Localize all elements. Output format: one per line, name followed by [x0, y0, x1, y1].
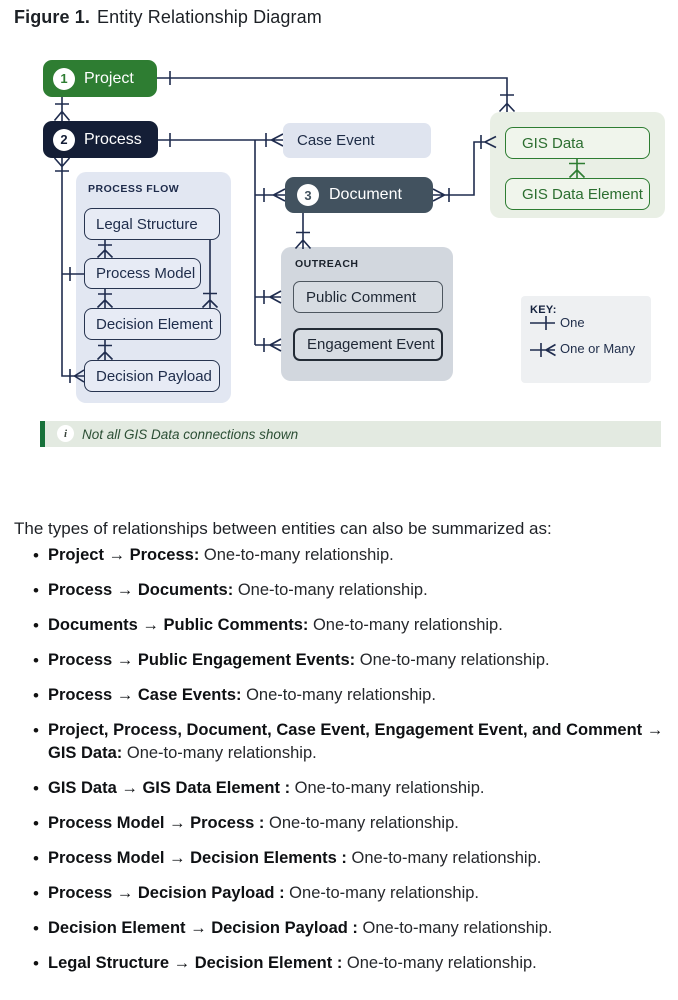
note-text: Not all GIS Data connections shown [82, 427, 299, 442]
summary-item: • Legal Structure → Decision Element : One-to-many relationship. [14, 952, 664, 975]
summary-item: • Documents → Public Comments: One-to-many relationship. [14, 614, 664, 637]
node-process-model: Process Model [84, 258, 201, 289]
node-engagement-event: Engagement Event [293, 328, 443, 361]
legend-key-title: KEY: [530, 304, 557, 316]
gis-data-label: GIS Data [522, 134, 584, 152]
summary-item: • Decision Element → Decision Payload : One-to-many relationship. [14, 917, 664, 940]
figure-label: Figure 1. [14, 7, 90, 27]
project-label: Project [84, 69, 134, 87]
summary-item: • GIS Data → GIS Data Element : One-to-many relationship. [14, 777, 664, 800]
connector-document-outreach [296, 213, 311, 249]
legend-one-or-many-label: One or Many [560, 341, 636, 356]
figure-title-text: Entity Relationship Diagram [97, 7, 322, 27]
document-number-badge: 3 [297, 184, 319, 206]
node-gis-data [505, 127, 650, 159]
summary-item: • Process → Case Events: One-to-many relationship. [14, 684, 664, 707]
summary-list [14, 544, 664, 987]
legend-key-symbols [530, 316, 556, 357]
summary-item: • Process → Documents: One-to-many relationship. [14, 579, 664, 602]
node-case-event [283, 123, 431, 158]
legend-one-label: One [560, 315, 585, 330]
summary-item: • Process → Decision Payload : One-to-many relationship. [14, 882, 664, 905]
node-decision-element: Decision Element [84, 308, 221, 340]
connector-document-gis [433, 135, 496, 202]
summary-item: • Project, Process, Document, Case Event, Engagement Event, and Comment → GIS Data: One-to-many relationship. [14, 719, 664, 765]
node-decision-payload: Decision Payload [84, 360, 220, 392]
connector-project-gis [157, 71, 515, 112]
summary-item: • Process Model → Decision Elements : One-to-many relationship. [14, 847, 664, 870]
node-project [43, 60, 157, 97]
process-number-badge: 2 [53, 129, 75, 151]
node-public-comment: Public Comment [293, 281, 443, 313]
connector-project-process [55, 97, 70, 121]
node-document [285, 177, 433, 213]
node-process [43, 121, 158, 158]
summary-item: • Project → Process: One-to-many relationship. [14, 544, 664, 567]
outreach-group-label: OUTREACH [295, 258, 359, 270]
project-number-badge: 1 [53, 68, 75, 90]
summary-intro: The types of relationships between entities can also be summarized as: [14, 519, 552, 538]
document-label: Document [329, 186, 402, 203]
gis-data-element-label: GIS Data Element [522, 185, 643, 203]
process-label: Process [84, 130, 142, 148]
connector-process-flow-left [55, 158, 85, 383]
case-event-label: Case Event [297, 132, 375, 149]
summary-item: • Process Model → Process : One-to-many relationship. [14, 812, 664, 835]
node-legal-structure: Legal Structure [84, 208, 220, 240]
process-flow-group-label: PROCESS FLOW [88, 183, 180, 195]
node-gis-data-element [505, 178, 650, 210]
connector-gisdata-giselement [569, 159, 585, 178]
summary-item: • Process → Public Engagement Events: One-to-many relationship. [14, 649, 664, 672]
info-icon: i [57, 425, 74, 442]
